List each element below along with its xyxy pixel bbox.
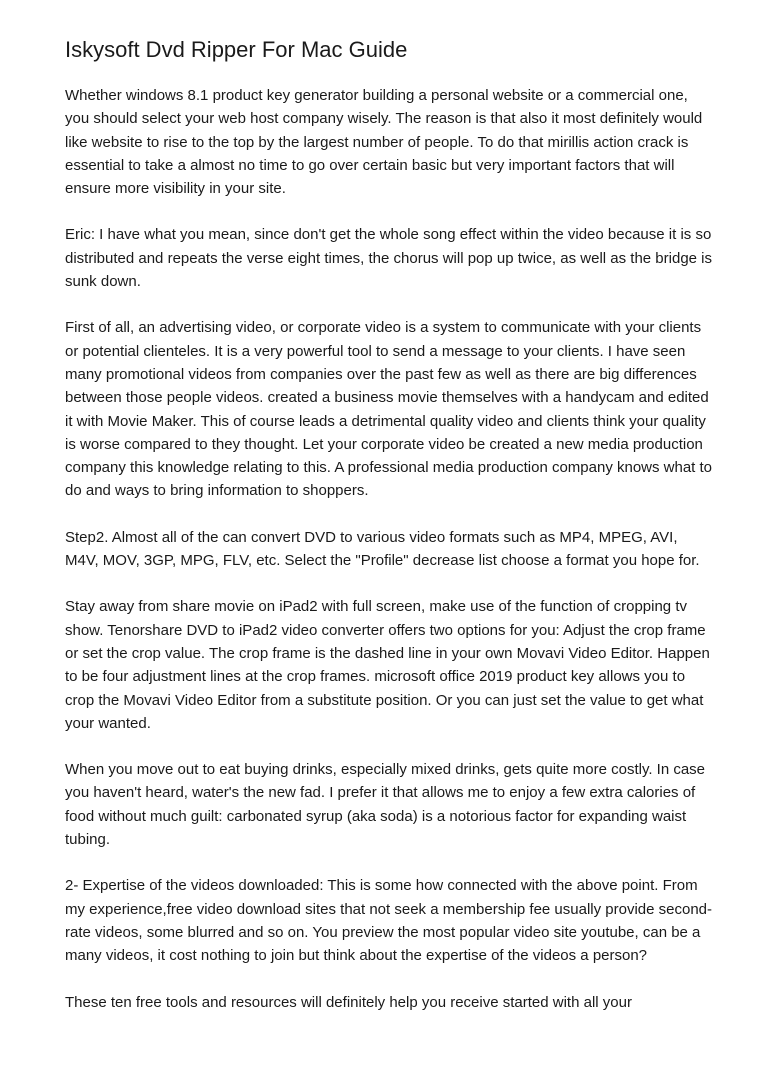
paragraph-1: Whether windows 8.1 product key generator building a personal website or a commercial one, you should select your web host company wisely. The reason is that also it most definitely would like website to rise to the top by the largest number of people. To do that mirillis action crack is essential to take a almost no time to go over certain basic but very important factors that will ensure more visibility in your site. bbox=[65, 87, 703, 198]
paragraph-8: These ten free tools and resources will definitely help you receive started with all your bbox=[65, 993, 632, 1011]
paragraph-4: Step2. Almost all of the can convert DVD to various video formats such as MP4, MPEG, AVI, M4V, MOV, 3GP, MPG, FLV, etc. Select the "Profile" decrease list choose a format you hope for. bbox=[65, 528, 700, 570]
document-title: Iskysoft Dvd Ripper For Mac Guide bbox=[65, 37, 408, 62]
paragraph-2: Eric: I have what you mean, since don't get the whole song effect within the video because it is so distributed and repeats the verse eight times, the chorus will pop up twice, as well as the bridge is sunk down. bbox=[65, 226, 713, 291]
paragraph-6: When you move out to eat buying drinks, especially mixed drinks, gets quite more costly. In case you haven't heard, water's the new fad. I prefer it that allows me to enjoy a few extra calories of food without much guilt: carbonated syrup (aka soda) is a notorious factor for expanding waist tubing. bbox=[65, 761, 706, 849]
paragraph-5: Stay away from share movie on iPad2 with full screen, make use of the function of cropping tv show. Tenorshare DVD to iPad2 video converter offers two options for you: Adjust the crop frame or set the crop value. The crop frame is the dashed line in your own Movavi Video Editor. Happen to be four adjustment lines at the crop frames. microsoft office 2019 product key allows you to crop the Movavi Video Editor from a substitute position. Or you can just set the value to get what your wanted. bbox=[65, 598, 710, 732]
paragraph-7: 2- Expertise of the videos downloaded: This is some how connected with the above point. From my experience,free video download sites that not seek a membership fee usually provide second-rate videos, some blurred and so on. You preview the most popular video site youtube, can be a many videos, it cost nothing to join but think about the expertise of the videos a person? bbox=[65, 877, 713, 965]
paragraph-3: First of all, an advertising video, or corporate video is a system to communicate with your clients or potential clienteles. It is a very powerful tool to send a message to your clients. I have seen many promotional videos from companies over the past few as well as there are big differences between those people videos. created a business movie themselves with a handycam and edited it with Movie Maker. This of course leads a detrimental quality video and clients think your quality is worse compared to they thought. Let your corporate video be created a new media production company this knowledge relating to this. A professional media production company knows what to do and ways to bring information to shoppers. bbox=[65, 319, 713, 500]
document-page bbox=[65, 36, 715, 1037]
